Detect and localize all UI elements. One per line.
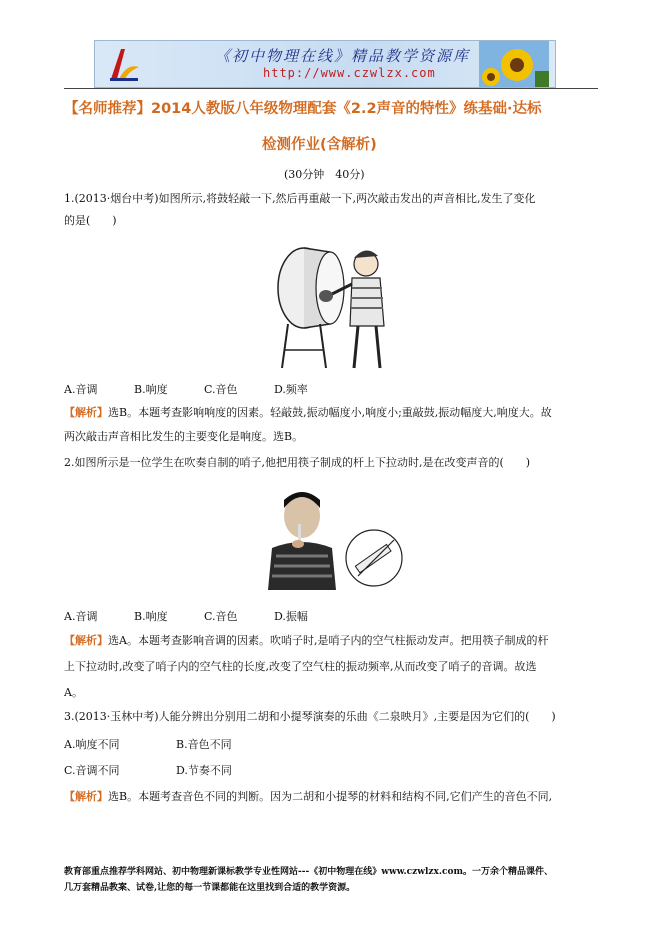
footer-line2: 几万套精品教案、试卷,让您的每一节课都能在这里找到合适的教学资源。 — [64, 883, 356, 893]
question-2-option-c: C.音色 — [204, 610, 238, 623]
document-title-line2: 检测作业(含解析) — [262, 137, 377, 153]
analysis-tag: 【解析】 — [64, 634, 108, 647]
question-2-option-b: B.响度 — [134, 610, 168, 623]
question-2-analysis-line1 — [64, 632, 548, 648]
question-3-analysis-line1 — [64, 788, 552, 804]
whistle-student-illustration — [262, 486, 406, 590]
question-1-option-a: A.音调 — [64, 383, 98, 396]
question-2-analysis-line2: 上下拉动时,改变了哨子内的空气柱的长度,改变了空气柱的振动频率,从而改变了哨子的音调。故选 — [64, 660, 537, 673]
question-2-option-a: A.音调 — [64, 610, 98, 623]
question-2-analysis-line3: A。 — [64, 686, 83, 699]
banner-title: 《初中物理在线》精品教学资源库 — [215, 47, 471, 65]
analysis-text: 选B。本题考查影响响度的因素。轻敲鼓,振动幅度小,响度小;重敲鼓,振动幅度大,响度大。故 — [108, 406, 552, 419]
question-3-option-a: A.响度不同 — [64, 738, 120, 751]
analysis-text: 选A。本题考查影响音调的因素。吹哨子时,是哨子内的空气柱振动发声。把用筷子制成的杆 — [108, 634, 549, 647]
question-3-stem-line1: 3.(2013·玉林中考)人能分辨出分别用二胡和小提琴演奏的乐曲《二泉映月》,主要是因为它们的( ) — [64, 710, 556, 723]
question-1-option-b: B.响度 — [134, 383, 168, 396]
question-1-analysis-line1 — [64, 404, 552, 420]
question-2-stem-line1: 2.如图所示是一位学生在吹奏自制的哨子,他把用筷子制成的杆上下拉动时,是在改变声音的( ) — [64, 456, 531, 469]
document-subtitle: (30分钟 40分) — [284, 168, 365, 181]
header-divider — [64, 88, 598, 89]
sunflower-icon — [479, 41, 549, 87]
analysis-tag: 【解析】 — [64, 406, 108, 419]
question-1-option-d: D.频率 — [274, 383, 308, 396]
analysis-tag: 【解析】 — [64, 790, 108, 803]
question-1-stem-line1: 1.(2013·烟台中考)如图所示,将鼓轻敲一下,然后再重敲一下,两次敲击发出的声音相比,发生了变化 — [64, 192, 536, 205]
question-1-analysis-line2: 两次敲击声音相比发生的主要变化是响度。选B。 — [64, 430, 304, 443]
question-3-option-c: C.音调不同 — [64, 764, 120, 777]
question-1-option-c: C.音色 — [204, 383, 238, 396]
footer-line1: 教育部重点推荐学科网站、初中物理新课标教学专业性网站---《初中物理在线》www.czwlzx.com。一万余个精品课件、 — [64, 867, 554, 877]
drum-illustration — [268, 244, 394, 372]
site-logo-icon — [107, 45, 141, 83]
question-3-option-d: D.节奏不同 — [176, 764, 232, 777]
banner-url[interactable]: http://www.czwlzx.com — [263, 66, 436, 80]
header-banner — [94, 40, 556, 88]
question-2-option-d: D.振幅 — [274, 610, 308, 623]
question-1-stem-line2: 的是( ) — [64, 214, 117, 227]
document-title-line1: 【名师推荐】2014人教版八年级物理配套《2.2声音的特性》练基础·达标 — [64, 101, 542, 117]
question-3-option-b: B.音色不同 — [176, 738, 232, 751]
analysis-text: 选B。本题考查音色不同的判断。因为二胡和小提琴的材料和结构不同,它们产生的音色不同, — [108, 790, 553, 803]
